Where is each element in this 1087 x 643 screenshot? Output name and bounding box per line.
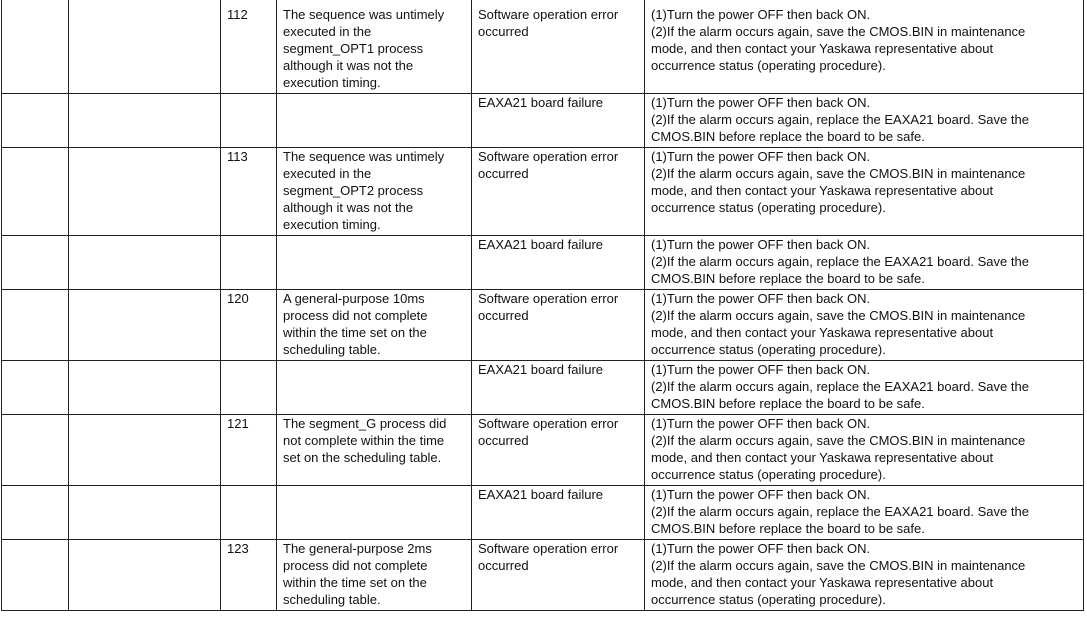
remedy-line: occurrence status (operating procedure). [651,200,886,215]
remedy-line: (2)If the alarm occurs again, save the CMOS.BIN in maintenance [651,308,1026,323]
description-line: although it was not the [283,200,414,215]
table-row [2,148,1084,236]
description-cell [277,361,472,415]
cause-line: Software operation error [478,291,619,306]
description-line: The sequence was untimely [283,149,445,164]
remedy-cell [645,94,1084,148]
description-line: although it was not the [283,58,414,73]
empty-cell [69,0,221,94]
table-row [2,94,1084,148]
description-line: The segment_G process did [283,416,447,431]
remedy-cell [645,415,1084,486]
cause-line: occurred [478,433,529,448]
empty-cell [69,290,221,361]
description-cell [277,540,472,611]
remedy-line: (2)If the alarm occurs again, replace the EAXA21 board. Save the [651,254,1029,269]
empty-cell [2,415,69,486]
empty-cell [69,94,221,148]
alarm-code-cell [221,148,277,236]
remedy-line: (2)If the alarm occurs again, replace the EAXA21 board. Save the [651,379,1029,394]
description-line: executed in the [283,166,372,181]
description-cell [277,236,472,290]
cause-line: EAXA21 board failure [478,237,604,252]
empty-cell [2,94,69,148]
remedy-line: occurrence status (operating procedure). [651,58,886,73]
description-line: within the time set on the [283,325,427,340]
remedy-cell [645,290,1084,361]
remedy-line: (1)Turn the power OFF then back ON. [651,7,871,22]
remedy-cell [645,236,1084,290]
remedy-line: occurrence status (operating procedure). [651,342,886,357]
alarm-code: 112 [227,7,248,22]
cause-line: Software operation error [478,149,619,164]
cause-line: Software operation error [478,416,619,431]
remedy-line: CMOS.BIN before replace the board to be safe. [651,396,925,411]
cause-cell [472,361,645,415]
remedy-line: occurrence status (operating procedure). [651,467,886,482]
cause-line: occurred [478,308,529,323]
cause-cell [472,415,645,486]
description-line: scheduling table. [283,342,381,357]
alarm-code-cell [221,94,277,148]
remedy-line: (1)Turn the power OFF then back ON. [651,149,871,164]
remedy-line: mode, and then contact your Yaskawa representative about [651,41,994,56]
cause-line: occurred [478,24,529,39]
remedy-line: (2)If the alarm occurs again, replace the EAXA21 board. Save the [651,112,1029,127]
empty-cell [2,486,69,540]
description-line: process did not complete [283,308,428,323]
table-row [2,486,1084,540]
description-line: executed in the [283,24,372,39]
alarm-code: 123 [227,541,249,556]
description-line: The sequence was untimely [283,7,445,22]
alarm-code-cell [221,290,277,361]
alarm-code-cell [221,415,277,486]
empty-cell [69,148,221,236]
description-line: execution timing. [283,75,381,90]
description-cell [277,94,472,148]
remedy-line: occurrence status (operating procedure). [651,592,886,607]
remedy-line: (2)If the alarm occurs again, save the CMOS.BIN in maintenance [651,433,1026,448]
empty-cell [2,540,69,611]
remedy-cell [645,361,1084,415]
remedy-line: mode, and then contact your Yaskawa representative about [651,325,994,340]
alarm-table-body [2,0,1084,611]
remedy-line: mode, and then contact your Yaskawa representative about [651,450,994,465]
cause-line: Software operation error [478,541,619,556]
empty-cell [2,361,69,415]
remedy-line: CMOS.BIN before replace the board to be safe. [651,271,925,286]
description-line: within the time set on the [283,575,427,590]
empty-cell [69,415,221,486]
description-line: process did not complete [283,558,428,573]
empty-cell [2,290,69,361]
table-row [2,290,1084,361]
remedy-line: (1)Turn the power OFF then back ON. [651,237,871,252]
description-line: scheduling table. [283,592,381,607]
alarm-code-cell [221,0,277,94]
remedy-line: (2)If the alarm occurs again, save the CMOS.BIN in maintenance [651,558,1026,573]
alarm-code-cell [221,236,277,290]
table-row [2,415,1084,486]
remedy-line: (1)Turn the power OFF then back ON. [651,291,871,306]
cause-cell [472,290,645,361]
empty-cell [2,0,69,94]
description-line: segment_OPT1 process [283,41,424,56]
empty-cell [69,361,221,415]
description-cell [277,290,472,361]
empty-cell [69,540,221,611]
alarm-code-cell [221,540,277,611]
description-cell [277,148,472,236]
remedy-line: (2)If the alarm occurs again, save the CMOS.BIN in maintenance [651,166,1026,181]
alarm-code: 121 [227,416,249,431]
remedy-line: mode, and then contact your Yaskawa representative about [651,575,994,590]
remedy-line: CMOS.BIN before replace the board to be safe. [651,129,925,144]
description-line: A general-purpose 10ms [283,291,425,306]
remedy-line: (1)Turn the power OFF then back ON. [651,487,871,502]
cause-line: occurred [478,558,529,573]
remedy-line: (2)If the alarm occurs again, replace the EAXA21 board. Save the [651,504,1029,519]
table-row [2,0,1084,94]
empty-cell [2,236,69,290]
description-cell [277,486,472,540]
remedy-line: (1)Turn the power OFF then back ON. [651,541,871,556]
alarm-table [1,0,1084,611]
remedy-line: mode, and then contact your Yaskawa representative about [651,183,994,198]
cause-cell [472,236,645,290]
remedy-line: (1)Turn the power OFF then back ON. [651,95,871,110]
cause-cell [472,148,645,236]
description-line: not complete within the time [283,433,445,448]
alarm-code-cell [221,486,277,540]
cause-cell [472,0,645,94]
empty-cell [69,486,221,540]
table-row [2,540,1084,611]
table-row [2,236,1084,290]
remedy-cell [645,148,1084,236]
remedy-line: CMOS.BIN before replace the board to be safe. [651,521,925,536]
alarm-code-cell [221,361,277,415]
description-line: set on the scheduling table. [283,450,442,465]
description-line: execution timing. [283,217,381,232]
description-cell [277,0,472,94]
description-line: The general-purpose 2ms [283,541,432,556]
empty-cell [2,148,69,236]
remedy-cell [645,540,1084,611]
alarm-code: 120 [227,291,249,306]
cause-line: EAXA21 board failure [478,487,604,502]
cause-line: EAXA21 board failure [478,95,604,110]
alarm-code: 113 [227,149,248,164]
cause-line: occurred [478,166,529,181]
cause-cell [472,486,645,540]
remedy-line: (1)Turn the power OFF then back ON. [651,416,871,431]
empty-cell [69,236,221,290]
remedy-line: (1)Turn the power OFF then back ON. [651,362,871,377]
description-cell [277,415,472,486]
cause-cell [472,540,645,611]
cause-cell [472,94,645,148]
table-row [2,361,1084,415]
remedy-cell [645,486,1084,540]
cause-line: Software operation error [478,7,619,22]
description-line: segment_OPT2 process [283,183,424,198]
remedy-cell [645,0,1084,94]
remedy-line: (2)If the alarm occurs again, save the CMOS.BIN in maintenance [651,24,1026,39]
cause-line: EAXA21 board failure [478,362,604,377]
